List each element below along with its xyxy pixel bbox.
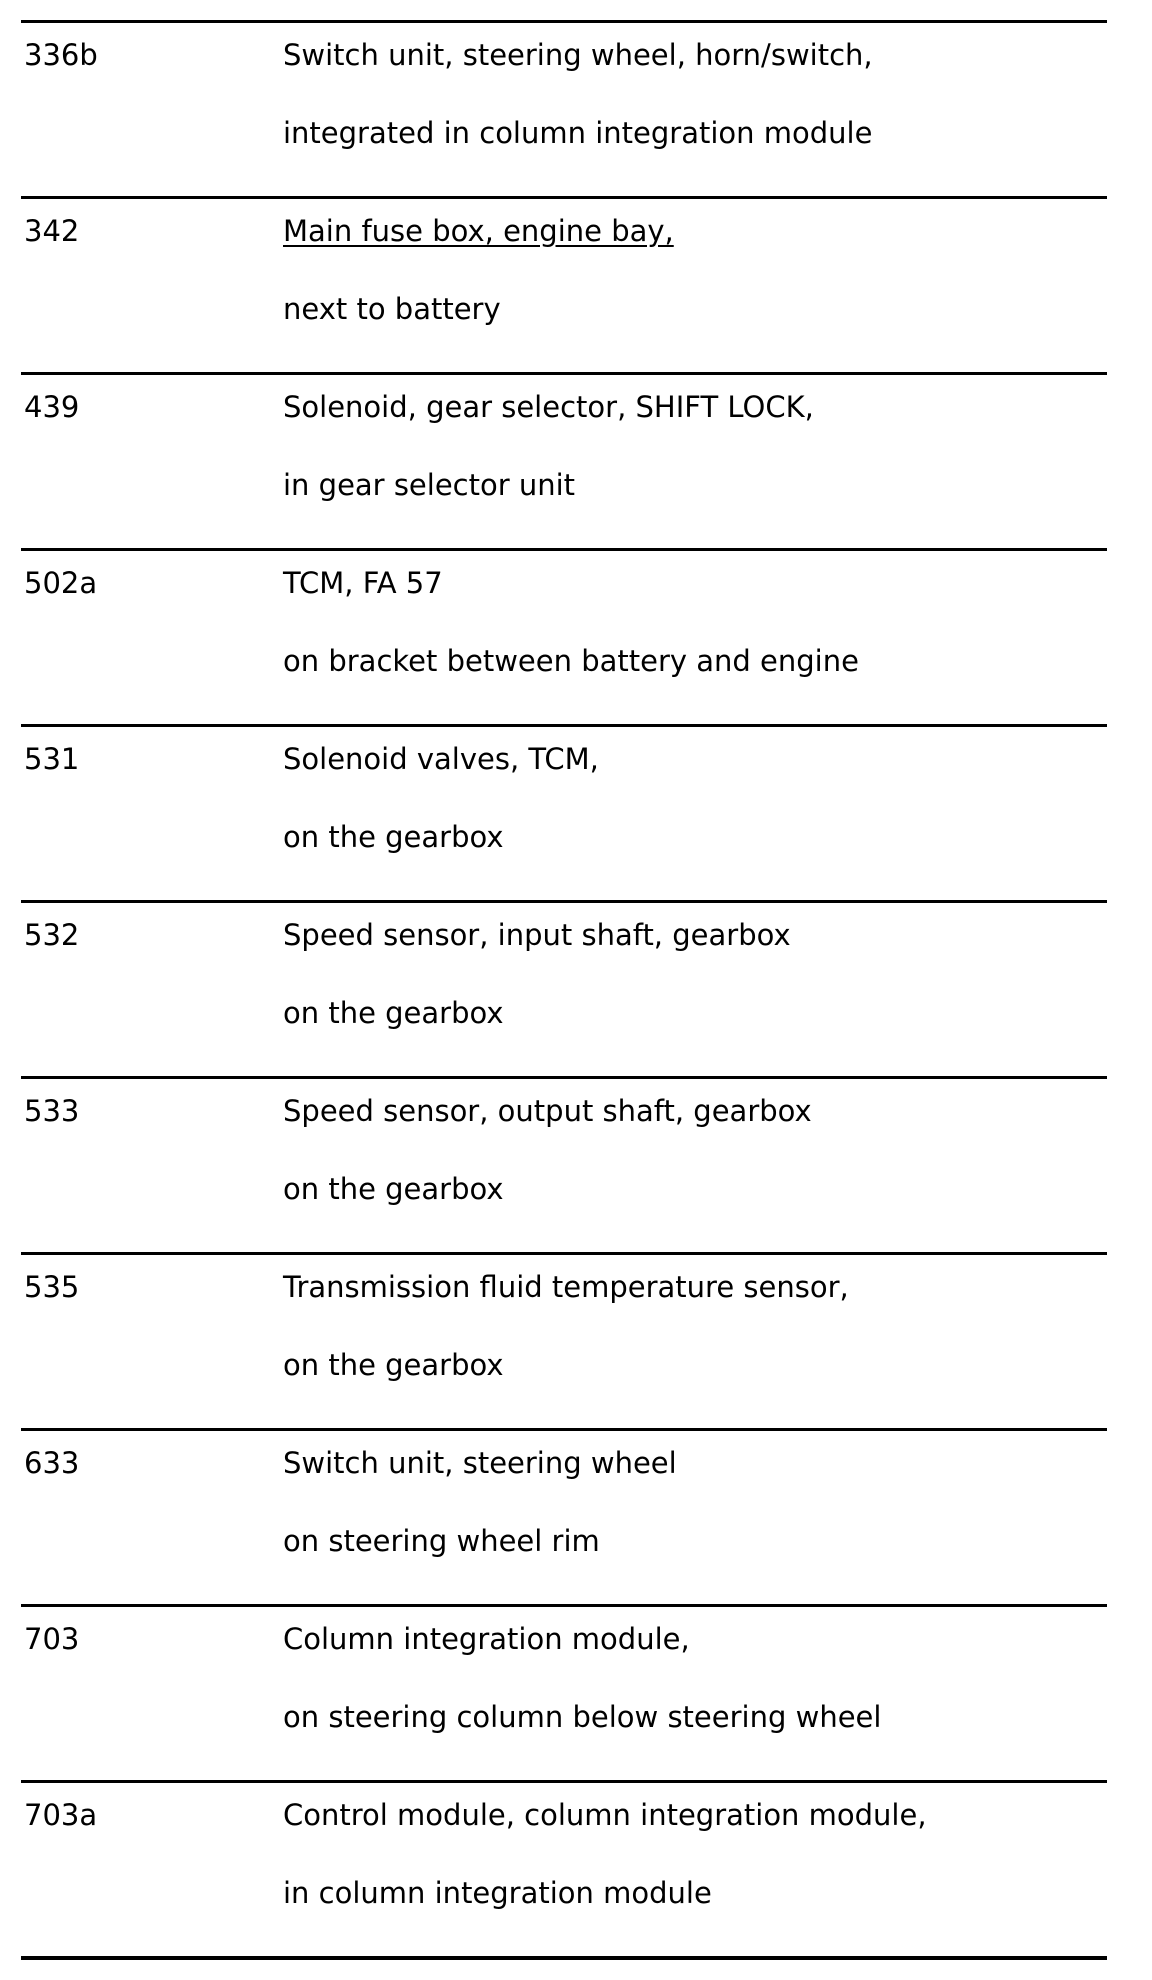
table-row	[21, 1428, 1107, 1604]
component-table	[21, 20, 1107, 1960]
component-location: next to battery	[283, 292, 501, 326]
component-location: on the gearbox	[283, 1172, 504, 1206]
component-description: Switch unit, steering wheel	[283, 1446, 677, 1480]
table-row	[21, 900, 1107, 1076]
component-description: Switch unit, steering wheel, horn/switch,	[283, 38, 873, 72]
table-row	[21, 196, 1107, 372]
table-row	[21, 1780, 1107, 1960]
component-code: 703	[24, 1622, 80, 1656]
table-row	[21, 1076, 1107, 1252]
component-description: Main fuse box, engine bay,	[283, 214, 674, 248]
component-description: Solenoid, gear selector, SHIFT LOCK,	[283, 390, 814, 424]
component-code: 531	[24, 742, 80, 776]
table-row	[21, 724, 1107, 900]
component-location: on the gearbox	[283, 996, 504, 1030]
component-location: on steering wheel rim	[283, 1524, 600, 1558]
component-code: 336b	[24, 38, 98, 72]
table-row	[21, 1252, 1107, 1428]
component-code: 502a	[24, 566, 98, 600]
component-description: Speed sensor, output shaft, gearbox	[283, 1094, 812, 1128]
component-description: TCM, FA 57	[283, 566, 443, 600]
component-code: 342	[24, 214, 80, 248]
component-location: on the gearbox	[283, 1348, 504, 1382]
component-location: integrated in column integration module	[283, 116, 873, 150]
component-location: on steering column below steering wheel	[283, 1700, 882, 1734]
component-code: 633	[24, 1446, 80, 1480]
component-description: Speed sensor, input shaft, gearbox	[283, 918, 791, 952]
component-description: Control module, column integration module,	[283, 1798, 927, 1832]
component-location: on bracket between battery and engine	[283, 644, 859, 678]
component-description: Solenoid valves, TCM,	[283, 742, 599, 776]
component-code: 703a	[24, 1798, 98, 1832]
component-code: 533	[24, 1094, 80, 1128]
table-row	[21, 1604, 1107, 1780]
component-code: 439	[24, 390, 80, 424]
component-location: in gear selector unit	[283, 468, 576, 502]
component-location: on the gearbox	[283, 820, 504, 854]
component-location: in column integration module	[283, 1876, 712, 1910]
component-description: Transmission fluid temperature sensor,	[283, 1270, 849, 1304]
table-row	[21, 548, 1107, 724]
table-row	[21, 20, 1107, 196]
component-code: 535	[24, 1270, 80, 1304]
component-description: Column integration module,	[283, 1622, 690, 1656]
component-code: 532	[24, 918, 80, 952]
table-row	[21, 372, 1107, 548]
